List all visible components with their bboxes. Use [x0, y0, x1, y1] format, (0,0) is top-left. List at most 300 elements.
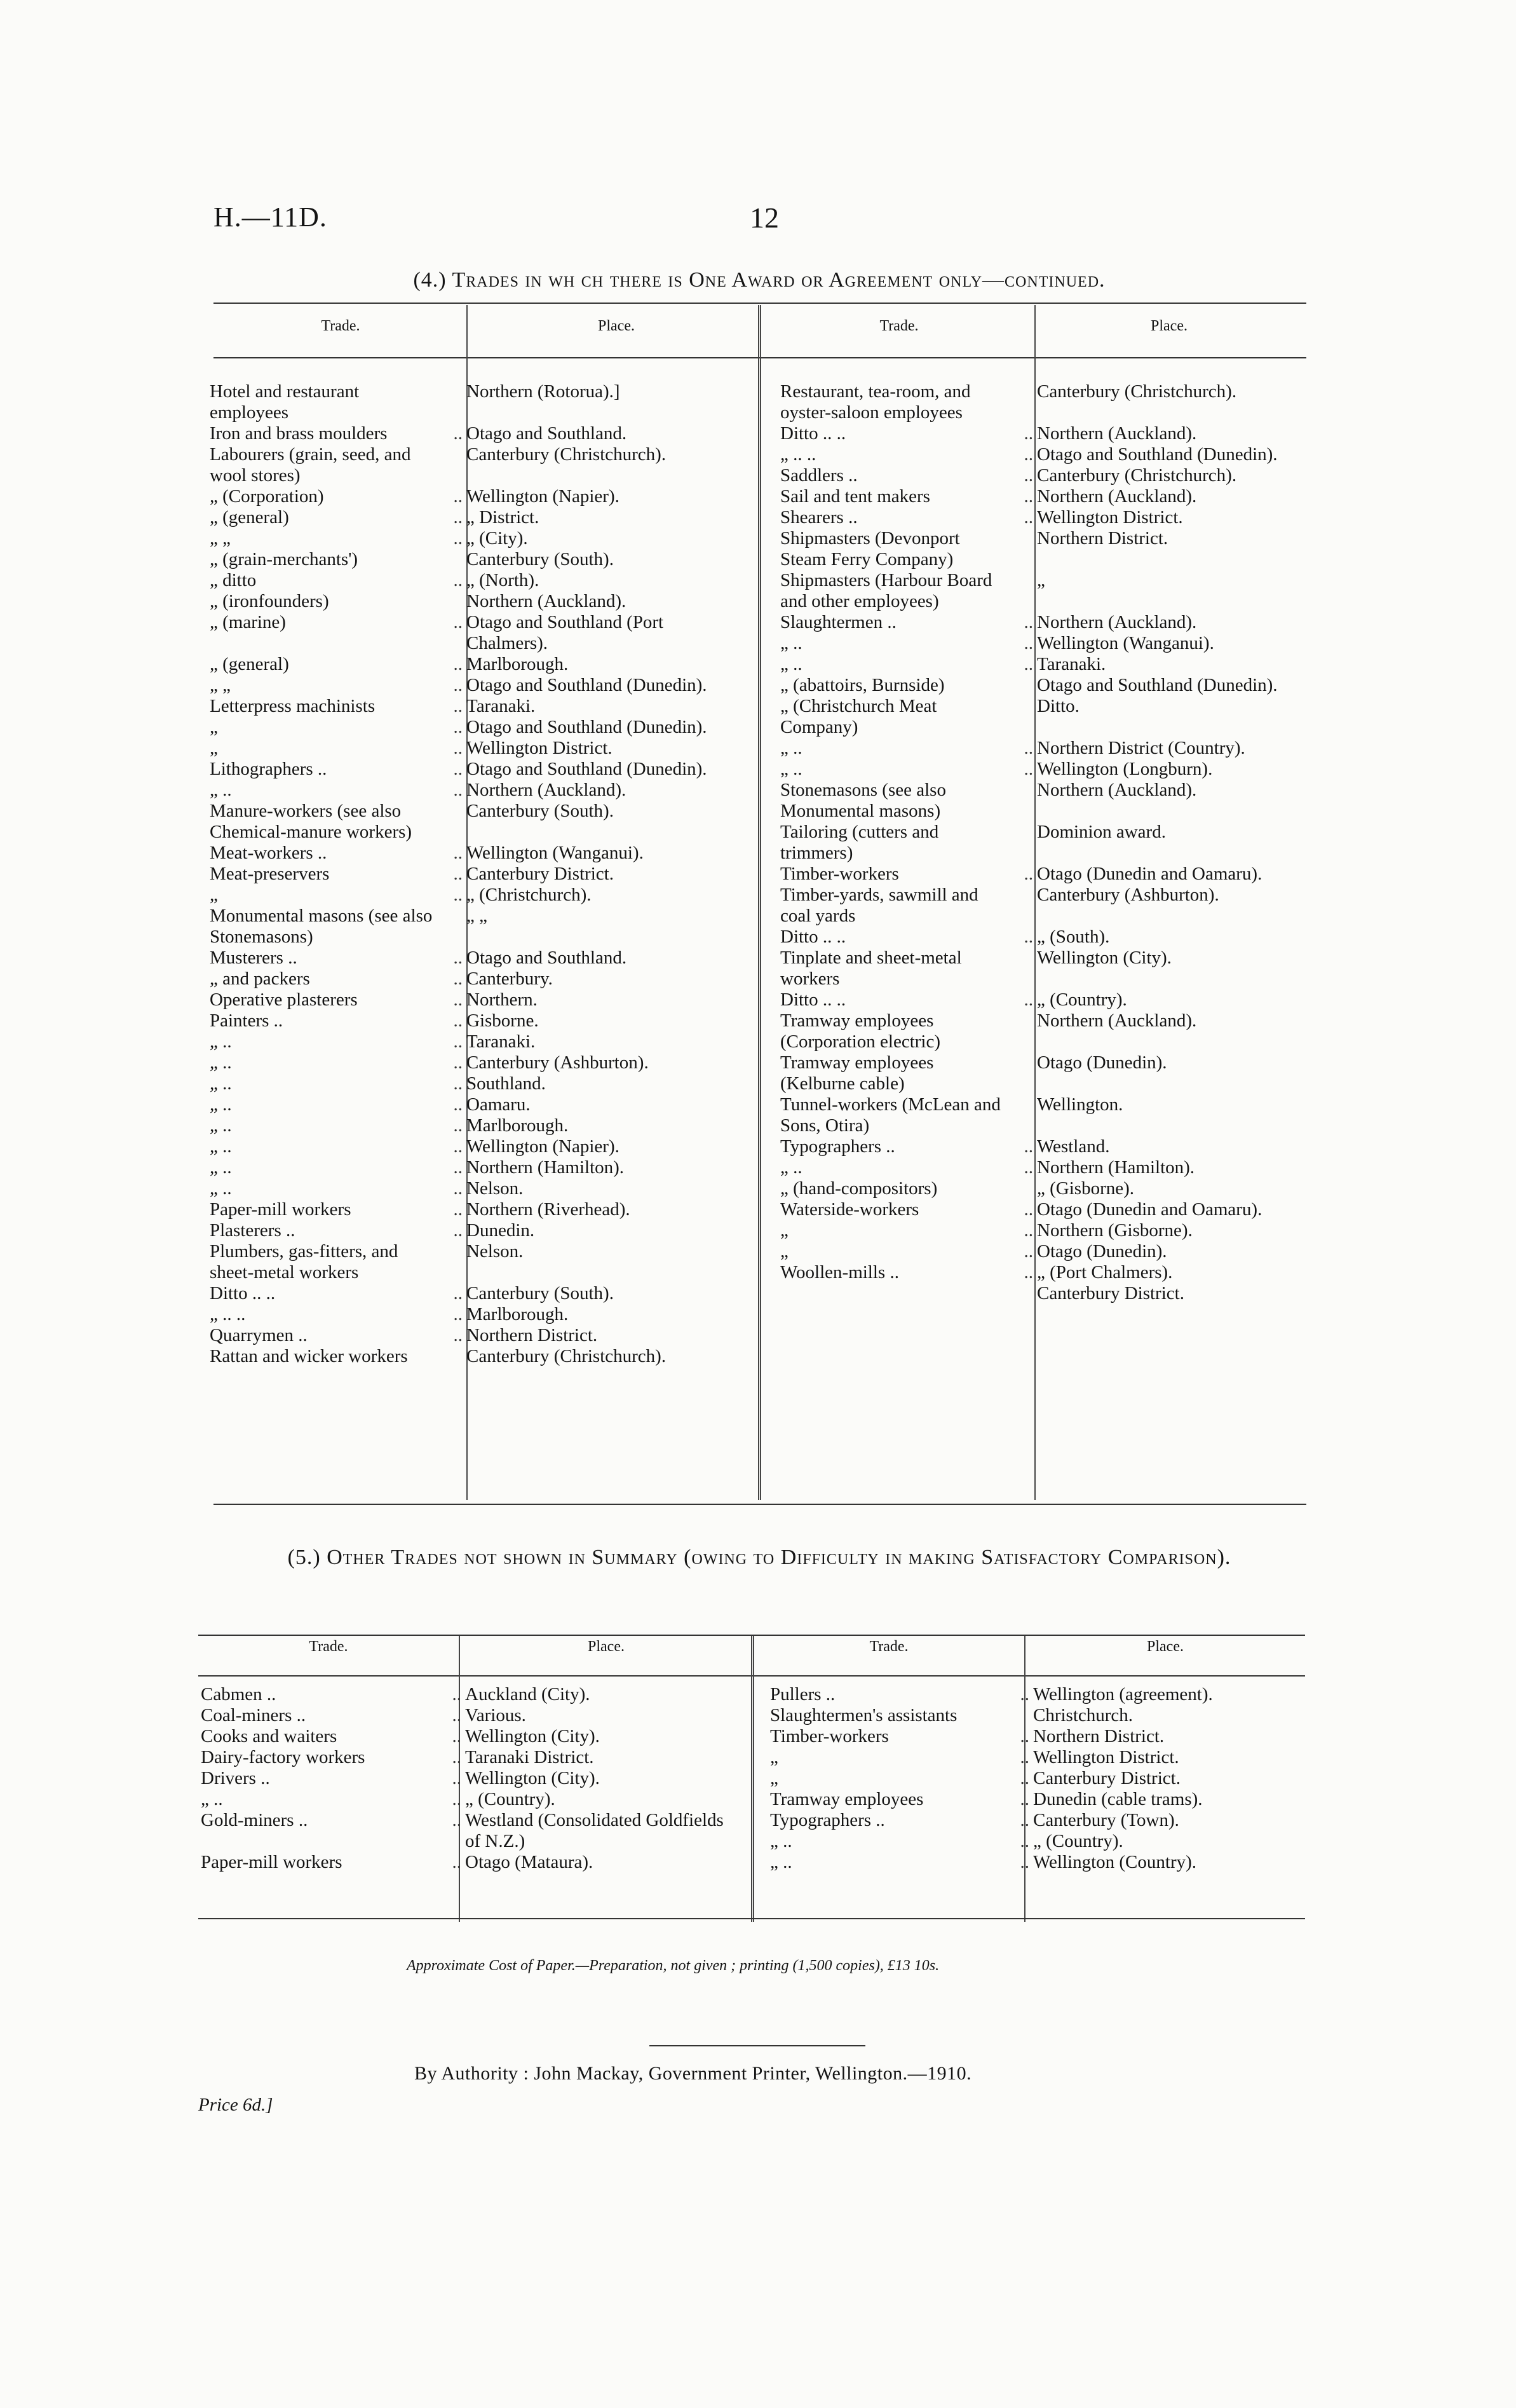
section-5-left-table: [201, 1684, 741, 1873]
place-cell: Northern (Riverhead).: [466, 1199, 630, 1220]
leader-dots: ..: [1024, 654, 1033, 674]
leader-dots: ..: [1024, 990, 1033, 1010]
place-cell: Wellington (City).: [465, 1768, 600, 1788]
trade-cell: Cabmen ..: [201, 1684, 276, 1704]
leader-dots: ..: [453, 507, 463, 527]
table-row: [780, 927, 1314, 948]
trade-cell: Gold-miners ..: [201, 1810, 308, 1830]
place-cell: Northern District.: [466, 1325, 598, 1345]
trade-cell: Waterside-workers: [780, 1199, 919, 1220]
place-cell: Otago and Southland (Port Chalmers).: [466, 612, 668, 653]
trade-cell: Shipmasters (Devonport Steam Ferry Company): [780, 528, 964, 569]
place-cell: „ (North).: [466, 570, 539, 590]
leader-dots: [438, 591, 466, 612]
table-row: [780, 444, 1314, 465]
trade-cell: „: [210, 885, 218, 905]
place-cell: Canterbury (Ashburton).: [1037, 885, 1219, 905]
place-cell: Wellington District.: [466, 738, 612, 758]
leader-dots: ..: [453, 738, 463, 758]
trade-cell: Monumental masons (see also Stonemasons): [210, 906, 437, 947]
trade-cell: Typographers ..: [770, 1810, 885, 1830]
place-cell: Canterbury (South).: [466, 549, 614, 569]
table-row: [770, 1768, 1304, 1789]
printer-imprint: By Authority : John Mackay, Government Printer, Wellington.—1910.: [414, 2063, 972, 2084]
table-row: [780, 1241, 1314, 1262]
trade-cell: Pullers ..: [770, 1684, 836, 1704]
leader-dots: ..: [453, 1010, 463, 1031]
leader-dots: [1009, 381, 1037, 423]
imprint-rule: [649, 2045, 865, 2046]
trade-cell: Ditto .. ..: [780, 927, 846, 947]
leader-dots: ..: [453, 1115, 463, 1136]
leader-dots: [1009, 1283, 1037, 1304]
section-5-trade-header-left: Trade.: [309, 1638, 348, 1655]
place-cell: Marlborough.: [466, 1115, 569, 1136]
section-4-trade-header-right: Trade.: [879, 318, 919, 334]
trade-cell: „: [770, 1747, 778, 1767]
trade-cell: „ ..: [780, 738, 802, 758]
leader-dots: ..: [1020, 1747, 1029, 1767]
leader-dots: ..: [453, 1220, 463, 1241]
leader-dots: [1009, 675, 1037, 696]
table-row: [210, 1052, 743, 1073]
place-cell: Marlborough.: [466, 1304, 569, 1324]
trade-cell: „ (Christchurch Meat Company): [780, 696, 942, 737]
section-4-place-header-left: Place.: [598, 318, 635, 334]
table-row: [210, 549, 743, 570]
trade-cell: Timber-workers: [780, 864, 899, 884]
table-row: [780, 1220, 1314, 1241]
leader-dots: ..: [453, 696, 463, 716]
table-row: [770, 1852, 1304, 1873]
place-cell: Wellington (City).: [1037, 948, 1172, 968]
table-row: [780, 507, 1314, 528]
table-row: [210, 1283, 743, 1304]
table-row: [201, 1705, 741, 1726]
leader-dots: [438, 1241, 466, 1283]
place-cell: Northern (Auckland).: [466, 780, 626, 800]
trade-cell: Slaughtermen ..: [780, 612, 897, 632]
table-row: [210, 1304, 743, 1325]
leader-dots: ..: [453, 780, 463, 800]
place-cell: Northern District.: [1037, 528, 1168, 548]
table-row: [780, 465, 1314, 486]
section-5-bottom-rule: [198, 1918, 1305, 1919]
section-4-top-rule: [213, 303, 1306, 304]
trade-cell: „ and packers: [210, 969, 310, 989]
place-cell: Canterbury (Christchurch).: [1037, 465, 1237, 486]
leader-dots: [1009, 780, 1037, 822]
trade-cell: „ ..: [210, 780, 232, 800]
table-row: [210, 948, 743, 969]
leader-dots: ..: [453, 885, 463, 905]
leader-dots: ..: [452, 1684, 461, 1704]
leader-dots: ..: [1024, 864, 1033, 884]
place-cell: Northern (Hamilton).: [1037, 1157, 1195, 1178]
trade-cell: Timber-workers: [770, 1726, 889, 1746]
place-cell: Nelson.: [466, 1178, 524, 1199]
place-cell: Westland.: [1037, 1136, 1110, 1157]
table-row: [780, 1283, 1314, 1304]
trade-cell: Cooks and waiters: [201, 1726, 337, 1746]
leader-dots: [1009, 1052, 1037, 1094]
section-4-right-table: [780, 381, 1314, 1304]
trade-cell: „ .. ..: [780, 444, 816, 465]
trade-cell: Letterpress machinists: [210, 696, 376, 716]
place-cell: Canterbury (Christchurch).: [466, 444, 667, 465]
place-cell: Northern District.: [1033, 1726, 1165, 1746]
leader-dots: ..: [1024, 444, 1033, 465]
table-row: [210, 864, 743, 885]
leader-dots: ..: [453, 843, 463, 863]
table-row: [210, 591, 743, 612]
leader-dots: ..: [452, 1789, 461, 1809]
trade-cell: Tinplate and sheet-metal workers: [780, 948, 966, 989]
table-row: [210, 1220, 743, 1241]
section-5-trade-header-right: Trade.: [869, 1638, 909, 1655]
table-row: [780, 780, 1314, 822]
leader-dots: ..: [1020, 1789, 1029, 1809]
trade-cell: Paper-mill workers: [201, 1852, 342, 1872]
trade-cell: „: [780, 1241, 788, 1262]
place-cell: Dominion award.: [1037, 822, 1166, 842]
leader-dots: ..: [453, 717, 463, 737]
leader-dots: [1009, 885, 1037, 927]
place-cell: Taranaki.: [1037, 654, 1106, 674]
place-cell: Wellington District.: [1037, 507, 1183, 527]
document-reference: H.—11D.: [213, 201, 327, 233]
place-cell: Wellington District.: [1033, 1747, 1179, 1767]
leader-dots: ..: [1020, 1684, 1029, 1704]
place-cell: Canterbury (Town).: [1033, 1810, 1179, 1830]
table-row: [210, 759, 743, 780]
trade-cell: Restaurant, tea-room, and oyster-saloon employees: [780, 381, 975, 423]
place-cell: „: [1037, 570, 1045, 590]
trade-cell: Plumbers, gas-fitters, and sheet-metal workers: [210, 1241, 403, 1282]
place-cell: „ (South).: [1037, 927, 1110, 947]
place-cell: Northern (Auckland).: [1037, 423, 1197, 444]
table-row: [780, 885, 1314, 927]
table-row: [210, 1094, 743, 1115]
section-4-trade-header-left: Trade.: [321, 318, 360, 334]
place-cell: Otago (Mataura).: [465, 1852, 593, 1872]
place-cell: Northern (Auckland).: [1037, 1010, 1197, 1031]
leader-dots: ..: [1020, 1831, 1029, 1851]
leader-dots: ..: [1024, 759, 1033, 779]
table-row: [210, 1157, 743, 1178]
leader-dots: ..: [453, 675, 463, 695]
place-cell: Taranaki.: [466, 696, 536, 716]
place-cell: Oamaru.: [466, 1094, 531, 1115]
trade-cell: Tailoring (cutters and trimmers): [780, 822, 944, 863]
section-4-left-table: [210, 381, 743, 1367]
table-row: [201, 1789, 741, 1810]
table-row: [770, 1726, 1304, 1747]
table-row: [780, 1010, 1314, 1052]
table-row: [780, 423, 1314, 444]
trade-cell: Dairy-factory workers: [201, 1747, 365, 1767]
table-row: [780, 822, 1314, 864]
place-cell: Otago (Dunedin and Oamaru).: [1037, 864, 1262, 884]
place-cell: Southland.: [466, 1073, 546, 1094]
trade-cell: Operative plasterers: [210, 990, 358, 1010]
leader-dots: [1009, 570, 1037, 612]
place-cell: Otago (Dunedin).: [1037, 1241, 1167, 1262]
trade-cell: Rattan and wicker workers: [210, 1346, 408, 1366]
section-4-title: (4.) Trades in wh ch there is One Award or Agreement only—continued.: [413, 268, 1106, 292]
leader-dots: ..: [1020, 1810, 1029, 1830]
place-cell: Gisborne.: [466, 1010, 539, 1031]
place-cell: Otago (Dunedin).: [1037, 1052, 1167, 1073]
place-cell: Northern (Auckland).: [1037, 486, 1197, 507]
place-cell: „ (Country).: [1033, 1831, 1123, 1851]
cost-note: Approximate Cost of Paper.—Preparation, not given ; printing (1,500 copies), £13 10s.: [407, 1957, 940, 1974]
place-cell: Wellington (Wanganui).: [466, 843, 644, 863]
table-row: [210, 507, 743, 528]
table-row: [210, 528, 743, 549]
table-row: [210, 1346, 743, 1367]
place-cell: Wellington (City).: [465, 1726, 600, 1746]
trade-cell: „ ..: [210, 1073, 232, 1094]
place-cell: Dunedin.: [466, 1220, 535, 1241]
place-cell: Wellington (agreement).: [1033, 1684, 1213, 1704]
table-row: [780, 864, 1314, 885]
trade-cell: Saddlers ..: [780, 465, 858, 486]
place-cell: Marlborough.: [466, 654, 569, 674]
trade-cell: Tramway employees (Kelburne cable): [780, 1052, 938, 1094]
place-cell: „ (Gisborne).: [1037, 1178, 1135, 1199]
table-row: [780, 1199, 1314, 1220]
trade-cell: „ ..: [770, 1831, 792, 1851]
trade-cell: Plasterers ..: [210, 1220, 295, 1241]
trade-cell: „ „: [210, 675, 231, 695]
place-cell: Canterbury (Christchurch).: [1037, 381, 1237, 402]
leader-dots: ..: [1020, 1768, 1029, 1788]
place-cell: Otago and Southland (Dunedin).: [466, 717, 707, 737]
table-row: [780, 528, 1314, 570]
page-number: 12: [750, 201, 779, 234]
trade-cell: „ (grain-merchants'): [210, 549, 358, 569]
table-row: [780, 1262, 1314, 1283]
place-cell: Taranaki.: [466, 1031, 536, 1052]
table-row: [780, 675, 1314, 696]
table-row: [780, 696, 1314, 738]
leader-dots: ..: [1020, 1852, 1029, 1872]
leader-dots: ..: [453, 1283, 463, 1303]
leader-dots: ..: [453, 486, 463, 507]
leader-dots: ..: [452, 1726, 461, 1746]
place-cell: Wellington (Longburn).: [1037, 759, 1213, 779]
table-row: [201, 1852, 741, 1873]
place-cell: Canterbury District.: [1033, 1768, 1181, 1788]
trade-cell: Quarrymen ..: [210, 1325, 308, 1345]
place-cell: Northern (Gisborne).: [1037, 1220, 1193, 1241]
leader-dots: ..: [453, 1136, 463, 1157]
table-row: [770, 1705, 1304, 1726]
table-row: [780, 1052, 1314, 1094]
section-4-bottom-rule: [213, 1504, 1306, 1505]
trade-cell: Hotel and restaurant employees: [210, 381, 364, 423]
leader-dots: [1009, 528, 1037, 570]
table-row: [210, 780, 743, 801]
table-row: [210, 717, 743, 738]
leader-dots: ..: [1020, 1726, 1029, 1746]
trade-cell: „ ..: [210, 1031, 232, 1052]
place-cell: Northern (Auckland).: [1037, 612, 1197, 632]
place-cell: Northern (Auckland).: [1037, 780, 1197, 800]
leader-dots: ..: [453, 570, 463, 590]
place-cell: Otago and Southland (Dunedin).: [466, 675, 707, 695]
table-row: [210, 1010, 743, 1031]
place-cell: Canterbury District.: [1037, 1283, 1184, 1303]
trade-cell: Sail and tent makers: [780, 486, 930, 507]
leader-dots: ..: [453, 1073, 463, 1094]
table-row: [770, 1810, 1304, 1831]
leader-dots: ..: [453, 1199, 463, 1220]
table-row: [210, 1325, 743, 1346]
place-cell: „ (Country).: [1037, 990, 1127, 1010]
trade-cell: „: [770, 1768, 778, 1788]
table-row: [780, 654, 1314, 675]
table-row: [210, 381, 743, 423]
table-row: [780, 633, 1314, 654]
leader-dots: [438, 1346, 466, 1367]
section-5-title: (5.) Other Trades not shown in Summary (owing to Difficulty in making Satisfactory Comparison).: [287, 1546, 1231, 1569]
leader-dots: ..: [1024, 738, 1033, 758]
table-row: [210, 654, 743, 675]
place-cell: „ (Christchurch).: [466, 885, 592, 905]
leader-dots: [438, 549, 466, 570]
leader-dots: [438, 444, 466, 486]
leader-dots: ..: [453, 948, 463, 968]
price: Price 6d.]: [198, 2095, 273, 2115]
table-row: [201, 1810, 741, 1852]
trade-cell: „ (Corporation): [210, 486, 324, 507]
table-row: [780, 486, 1314, 507]
leader-dots: ..: [1024, 507, 1033, 527]
table-row: [210, 486, 743, 507]
table-row: [210, 990, 743, 1010]
place-cell: „ (Port Chalmers).: [1037, 1262, 1173, 1282]
trade-cell: „ ..: [210, 1094, 232, 1115]
leader-dots: [1005, 1705, 1033, 1726]
place-cell: Auckland (City).: [465, 1684, 590, 1704]
leader-dots: ..: [453, 1031, 463, 1052]
leader-dots: ..: [1024, 465, 1033, 486]
trade-cell: „ ..: [780, 1157, 802, 1178]
trade-cell: Painters ..: [210, 1010, 283, 1031]
place-cell: Westland (Consolidated Goldfields of N.Z.): [465, 1810, 729, 1851]
trade-cell: „ ..: [210, 1052, 232, 1073]
leader-dots: ..: [1024, 633, 1033, 653]
table-row: [780, 1094, 1314, 1136]
trade-cell: „ .. ..: [210, 1304, 246, 1324]
place-cell: Northern (Hamilton).: [466, 1157, 625, 1178]
trade-cell: „: [210, 717, 218, 737]
table-row: [210, 843, 743, 864]
trade-cell: Ditto .. ..: [210, 1283, 276, 1303]
trade-cell: Labourers (grain, seed, and wool stores): [210, 444, 416, 486]
leader-dots: ..: [453, 1052, 463, 1073]
leader-dots: [1009, 822, 1037, 864]
leader-dots: ..: [453, 1178, 463, 1199]
trade-cell: [780, 1283, 1009, 1304]
trade-cell: Lithographers ..: [210, 759, 327, 779]
place-cell: Otago and Southland.: [466, 948, 627, 968]
table-row: [201, 1768, 741, 1789]
table-row: [201, 1747, 741, 1768]
place-cell: Wellington (Country).: [1033, 1852, 1197, 1872]
leader-dots: [438, 801, 466, 843]
trade-cell: Tramway employees: [770, 1789, 924, 1809]
trade-cell: „ (abattoirs, Burnside): [780, 675, 945, 695]
leader-dots: ..: [453, 654, 463, 674]
leader-dots: ..: [1024, 1199, 1033, 1220]
place-cell: Otago (Dunedin and Oamaru).: [1037, 1199, 1262, 1220]
leader-dots: ..: [453, 1094, 463, 1115]
section-5-place-header-right: Place.: [1147, 1638, 1184, 1655]
leader-dots: [438, 381, 466, 423]
leader-dots: ..: [453, 759, 463, 779]
trade-cell: Manure-workers (see also Chemical-manure workers): [210, 801, 412, 842]
table-row: [210, 1073, 743, 1094]
place-cell: Wellington (Napier).: [466, 1136, 619, 1157]
trade-cell: Drivers ..: [201, 1768, 270, 1788]
trade-cell: „ ditto: [210, 570, 257, 590]
trade-cell: Typographers ..: [780, 1136, 895, 1157]
table-row: [210, 444, 743, 486]
leader-dots: [1009, 1094, 1037, 1136]
section-4-divider-2: [758, 305, 761, 1500]
place-cell: „ District.: [466, 507, 539, 527]
section-5-place-header-left: Place.: [588, 1638, 625, 1655]
leader-dots: ..: [1024, 1220, 1033, 1241]
leader-dots: ..: [1024, 423, 1033, 444]
table-row: [770, 1747, 1304, 1768]
trade-cell: „ ..: [210, 1157, 232, 1178]
trade-cell: „ ..: [201, 1789, 223, 1809]
place-cell: Wellington.: [1037, 1094, 1123, 1115]
leader-dots: ..: [453, 1304, 463, 1324]
table-row: [210, 1031, 743, 1052]
leader-dots: ..: [453, 1325, 463, 1345]
leader-dots: [1009, 948, 1037, 990]
trade-cell: Coal-miners ..: [201, 1705, 306, 1725]
table-row: [210, 738, 743, 759]
trade-cell: Timber-yards, sawmill and coal yards: [780, 885, 983, 926]
trade-cell: „ (ironfounders): [210, 591, 329, 611]
trade-cell: „ ..: [210, 1115, 232, 1136]
table-row: [770, 1831, 1304, 1852]
table-row: [210, 1199, 743, 1220]
table-row: [780, 990, 1314, 1010]
table-row: [210, 423, 743, 444]
table-row: [201, 1684, 741, 1705]
trade-cell: „ ..: [780, 633, 802, 653]
leader-dots: ..: [1024, 927, 1033, 947]
table-row: [780, 612, 1314, 633]
place-cell: „ (Country).: [465, 1789, 555, 1809]
leader-dots: ..: [1024, 1262, 1033, 1282]
leader-dots: ..: [452, 1810, 461, 1830]
trade-cell: „ ..: [210, 1136, 232, 1157]
place-cell: Dunedin (cable trams).: [1033, 1789, 1203, 1809]
place-cell: Canterbury.: [466, 969, 553, 989]
table-row: [780, 381, 1314, 423]
leader-dots: ..: [1024, 1157, 1033, 1178]
trade-cell: Ditto .. ..: [780, 990, 846, 1010]
place-cell: Otago and Southland.: [466, 423, 627, 444]
